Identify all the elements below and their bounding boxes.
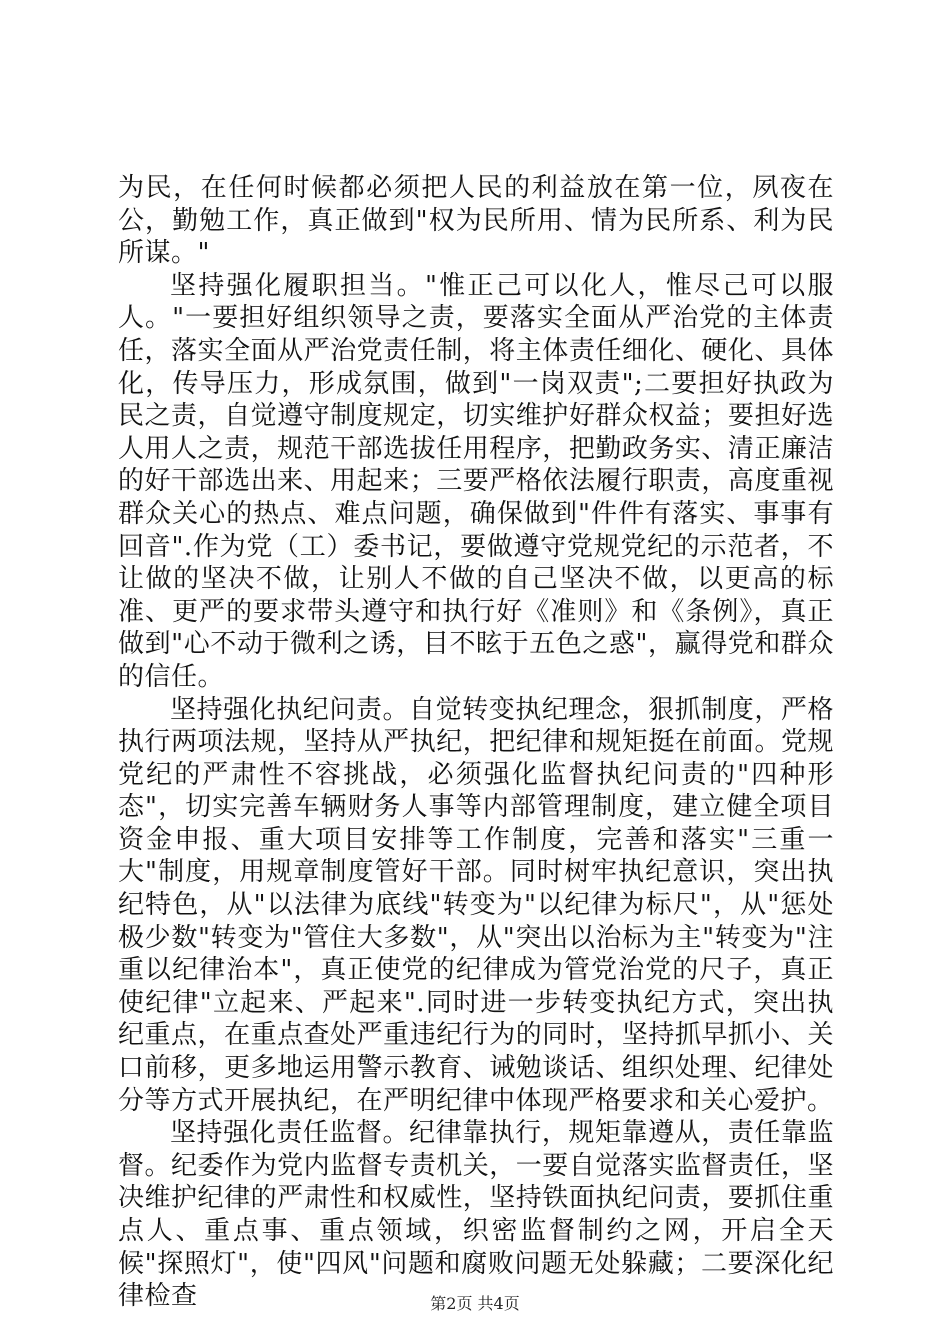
paragraph-discipline: 坚持强化执纪问责。自觉转变执纪理念，狠抓制度，严格执行两项法规，坚持从严执纪，把纪律和规矩挺在前面。党规党纪的严肃性不容挑战，必须强化监督执纪问责的"四种形态"，切实完善车辆财务人事等内部管理制度，建立健全项目资金申报、重大项目安排等工作制度，完善和落实"三重一大"制度，用规章制度管好干部。同时树牢执纪意识，突出执纪特色，从"以法律为底线"转变为"以纪律为标尺"，从"惩处极少数"转变为"管住大多数"，从"突出以治标为主"转变为"注重以纪律治本"，真正使党的纪律成为管党治党的尺子，真正使纪律"立起来、严起来".同时进一步转变执纪方式，突出执纪重点，在重点查处严重违纪行为的同时，坚持抓早抓小、关口前移，更多地运用警示教育、诫勉谈话、组织处理、纪律处分等方式开展执纪，在严明纪律中体现严格要求和关心爱护。 — [118, 694, 834, 1116]
page-footer: 第2页 共4页 — [430, 1294, 520, 1313]
paragraph-supervision: 坚持强化责任监督。纪律靠执行，规矩靠遵从，责任靠监督。纪委作为党内监督专责机关，一要自觉落实监督责任，坚决维护纪律的严肃性和权威性，坚持铁面执纪问责，要抓住重点人、重点事、重点领域，织密监督制约之网，开启全天候"探照灯"，使"四风"问题和腐败问题无处躲藏；二要深化纪律检查 — [118, 1118, 834, 1312]
paragraph-continuation: 为民，在任何时候都必须把人民的利益放在第一位，夙夜在公，勤勉工作，真正做到"权为民所用、情为民所系、利为民所谋。" — [118, 173, 834, 269]
document-body — [118, 172, 834, 1313]
paragraph-duty: 坚持强化履职担当。"惟正己可以化人，惟尽己可以服人。"一要担好组织领导之责，要落实全面从严治党的主体责任，落实全面从严治党责任制，将主体责任细化、硬化、具体化，传导压力，形成氛围，做到"一岗双责";二要担好执政为民之责，自觉遵守制度规定，切实维护好群众权益；要担好选人用人之责，规范干部选拔任用程序，把勤政务实、清正廉洁的好干部选出来、用起来；三要严格依法履行职责，高度重视群众关心的热点、难点问题，确保做到"件件有落实、事事有回音".作为党（工）委书记，要做遵守党规党纪的示范者，不让做的坚决不做，让别人不做的自己坚决不做，以更高的标准、更严的要求带头遵守和执行好《准则》和《条例》，真正做到"心不动于微利之诱，目不眩于五色之惑"，赢得党和群众的信任。 — [118, 270, 834, 692]
